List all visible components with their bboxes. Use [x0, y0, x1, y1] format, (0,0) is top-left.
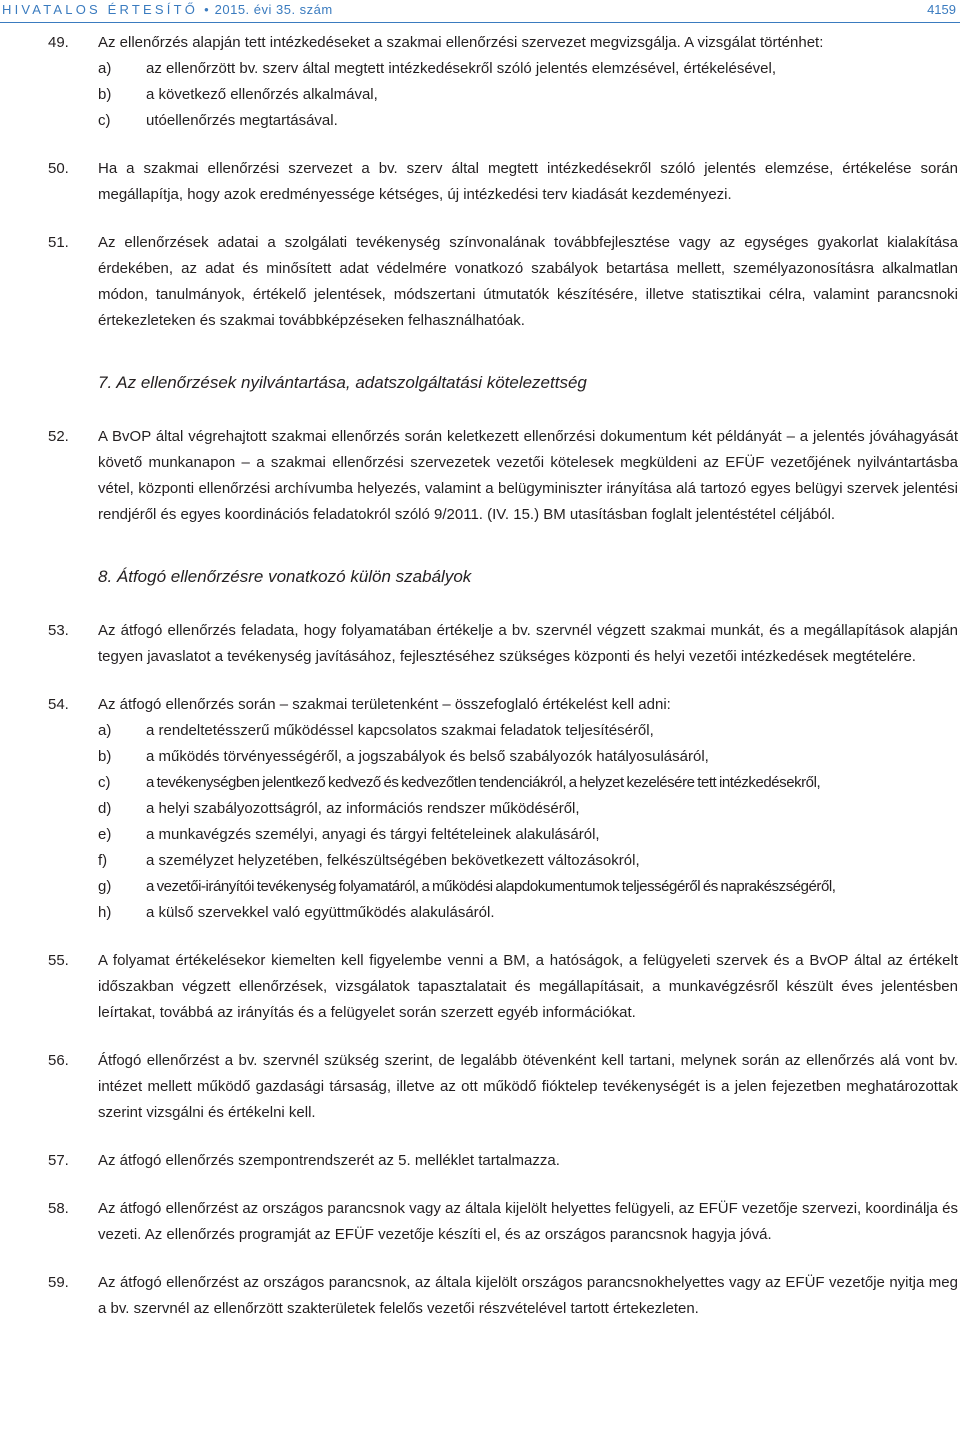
list-item: [98, 900, 958, 926]
list-item: [98, 108, 958, 134]
journal-title: HIVATALOS ÉRTESÍTŐ: [2, 2, 199, 17]
paragraph-56: [0, 1048, 960, 1126]
paragraph-text: Az ellenőrzések adatai a szolgálati tevékenység színvonalának továbbfejlesztése vagy az egységes gyakorlat kialakítása érdekében, az adat és minősített adat védelmére vonatkozó szabályok betartása mellett, személyazonosításra alkalmatlan módon, tanulmányok, értékelő jelentések, módszertani útmutatók készítésére, illetve statisztikai célra, valamint parancsnoki értekezleteken és szakmai továbbképzéseken felhasználhatóak.: [98, 234, 958, 329]
list-item: [98, 796, 958, 822]
paragraph-54: [0, 692, 960, 926]
paragraph-52: [0, 424, 960, 528]
paragraph-text: Az átfogó ellenőrzést az országos parancsnok, az általa kijelölt országos parancsnokhelyettes vagy az EFÜF vezetője nyitja meg a bv. szervnél az ellenőrzött szakterületek felelős vezetői részvételével tartott értekezleten.: [98, 1274, 958, 1317]
list-letter: f): [98, 852, 108, 869]
paragraph-text: Az átfogó ellenőrzés során – szakmai területenként – összefoglaló értékelést kell adni:: [98, 696, 671, 713]
journal-title-line: [2, 2, 333, 17]
list-item: [98, 770, 958, 796]
list-item: [98, 56, 958, 82]
paragraph-text: Az átfogó ellenőrzést az országos parancsnok vagy az általa kijelölt helyettes felügyeli, az EFÜF vezetője szervezi, koordinálja és vezeti. Az ellenőrzés programját az EFÜF vezetője készíti el, és az országos parancsnok hagyja jóvá.: [98, 1200, 958, 1243]
list-letter: a): [98, 60, 112, 77]
paragraph-text: Az átfogó ellenőrzés szempontrendszerét az 5. melléklet tartalmazza.: [98, 1152, 560, 1169]
section-heading-8: 8. Átfogó ellenőrzésre vonatkozó külön szabályok: [98, 567, 472, 586]
issue-number: 2015. évi 35. szám: [214, 2, 333, 17]
list-letter: a): [98, 722, 112, 739]
list-text: a tevékenységben jelentkező kedvező és kedvezőtlen tendenciákról, a helyzet kezelésére tett intézkedésekről,: [146, 774, 821, 791]
list-item: [98, 718, 958, 744]
list-item: [98, 82, 958, 108]
list-text: a személyzet helyzetében, felkészültségében bekövetkezett változásokról,: [146, 852, 640, 869]
paragraph-57: [0, 1148, 960, 1174]
list-text: a külső szervekkel való együttműködés alakulásáról.: [146, 904, 495, 921]
paragraph-number: 51.: [48, 234, 69, 251]
document-body: [0, 30, 960, 1344]
list-letter: g): [98, 878, 112, 895]
paragraph-number: 53.: [48, 622, 69, 639]
paragraph-49: [0, 30, 960, 134]
list-text: a munkavégzés személyi, anyagi és tárgyi feltételeinek alakulásáról,: [146, 826, 600, 843]
paragraph-number: 49.: [48, 34, 69, 51]
section-heading-7: 7. Az ellenőrzések nyilvántartása, adatszolgáltatási kötelezettség: [98, 373, 587, 392]
paragraph-number: 52.: [48, 428, 69, 445]
list-letter: d): [98, 800, 112, 817]
paragraph-number: 55.: [48, 952, 69, 969]
list-item: [98, 744, 958, 770]
paragraph-59: [0, 1270, 960, 1322]
paragraph-text: Ha a szakmai ellenőrzési szervezet a bv. szerv által megtett intézkedésekről szóló jelentés elemzése, értékelése során megállapítja, hogy azok eredményessége kétséges, új intézkedési terv kiadását kezdeményezi.: [98, 160, 958, 203]
paragraph-50: [0, 156, 960, 208]
list-item: [98, 848, 958, 874]
paragraph-58: [0, 1196, 960, 1248]
list-letter: h): [98, 904, 112, 921]
paragraph-55: [0, 948, 960, 1026]
list-item: [98, 822, 958, 848]
list-letter: e): [98, 826, 112, 843]
list-text: a vezetői-irányítói tevékenység folyamatáról, a működési alapdokumentumok teljességéről és naprakészségéről,: [146, 878, 836, 895]
paragraph-text: Az ellenőrzés alapján tett intézkedéseket a szakmai ellenőrzési szervezet megvizsgálja. A vizsgálat történhet:: [98, 34, 824, 51]
paragraph-number: 57.: [48, 1152, 69, 1169]
list-text: a következő ellenőrzés alkalmával,: [146, 86, 378, 103]
list-item: [98, 874, 958, 900]
page-header: [0, 0, 960, 22]
list-letter: b): [98, 86, 112, 103]
list-text: a rendeltetésszerű működéssel kapcsolatos szakmai feladatok teljesítéséről,: [146, 722, 654, 739]
list-text: utóellenőrzés megtartásával.: [146, 112, 338, 129]
list-text: a működés törvényességéről, a jogszabályok és belső szabályozók hatályosulásáról,: [146, 748, 709, 765]
list-text: a helyi szabályozottságról, az információs rendszer működéséről,: [146, 800, 580, 817]
list-letter: c): [98, 112, 111, 129]
list-text: az ellenőrzött bv. szerv által megtett intézkedésekről szóló jelentés elemzésével, értékelésével,: [146, 60, 777, 77]
paragraph-text: Átfogó ellenőrzést a bv. szervnél szükség szerint, de legalább ötévenként kell tartani, melynek során az ellenőrzés alá vont bv. intézet mellett működő gazdasági társaság, illetve az ott működő fióktelep tevékenységét is a jelen fejezetben meghatározottak szerint vizsgálni és értékelni kell.: [98, 1052, 958, 1121]
header-divider: [0, 22, 960, 23]
paragraph-number: 58.: [48, 1200, 69, 1217]
paragraph-53: [0, 618, 960, 670]
paragraph-number: 56.: [48, 1052, 69, 1069]
paragraph-number: 50.: [48, 160, 69, 177]
header-separator: •: [204, 2, 209, 17]
page-number: 4159: [927, 2, 956, 17]
paragraph-text: A BvOP által végrehajtott szakmai ellenőrzés során keletkezett ellenőrzési dokumentum két példányát – a jelentés jóváhagyását követő munkanapon – a szakmai ellenőrzési szervezetek vezetői kötelesek megküldeni az EFÜF vezetőjének nyilvántartásba vétel, központi ellenőrzési archívumba helyezés, valamint a belügyminiszter irányítása alá tartozó egyes belügyi szervek jelentési rendjéről és egyes koordinációs feladatokról szóló 9/2011. (IV. 15.) BM utasításban foglalt jelentéstétel céljából.: [98, 428, 958, 523]
paragraph-51: [0, 230, 960, 334]
paragraph-text: A folyamat értékelésekor kiemelten kell figyelembe venni a BM, a hatóságok, a felügyeleti szervek és a BvOP által az értékelt időszakban végzett ellenőrzések, vizsgálatok tapasztalatait és megállapításait, a munkavégzésről készült éves jelentésben leírtakat, továbbá az irányítás és a felügyelet során szerzett egyéb információkat.: [98, 952, 958, 1021]
paragraph-number: 54.: [48, 696, 69, 713]
list-letter: b): [98, 748, 112, 765]
paragraph-number: 59.: [48, 1274, 69, 1291]
list-letter: c): [98, 774, 111, 791]
paragraph-text: Az átfogó ellenőrzés feladata, hogy folyamatában értékelje a bv. szervnél végzett szakmai munkát, és a megállapítások alapján tegyen javaslatot a tevékenység javításához, fejlesztéséhez szükséges központi és helyi vezetői intézkedések megtételére.: [98, 622, 958, 665]
